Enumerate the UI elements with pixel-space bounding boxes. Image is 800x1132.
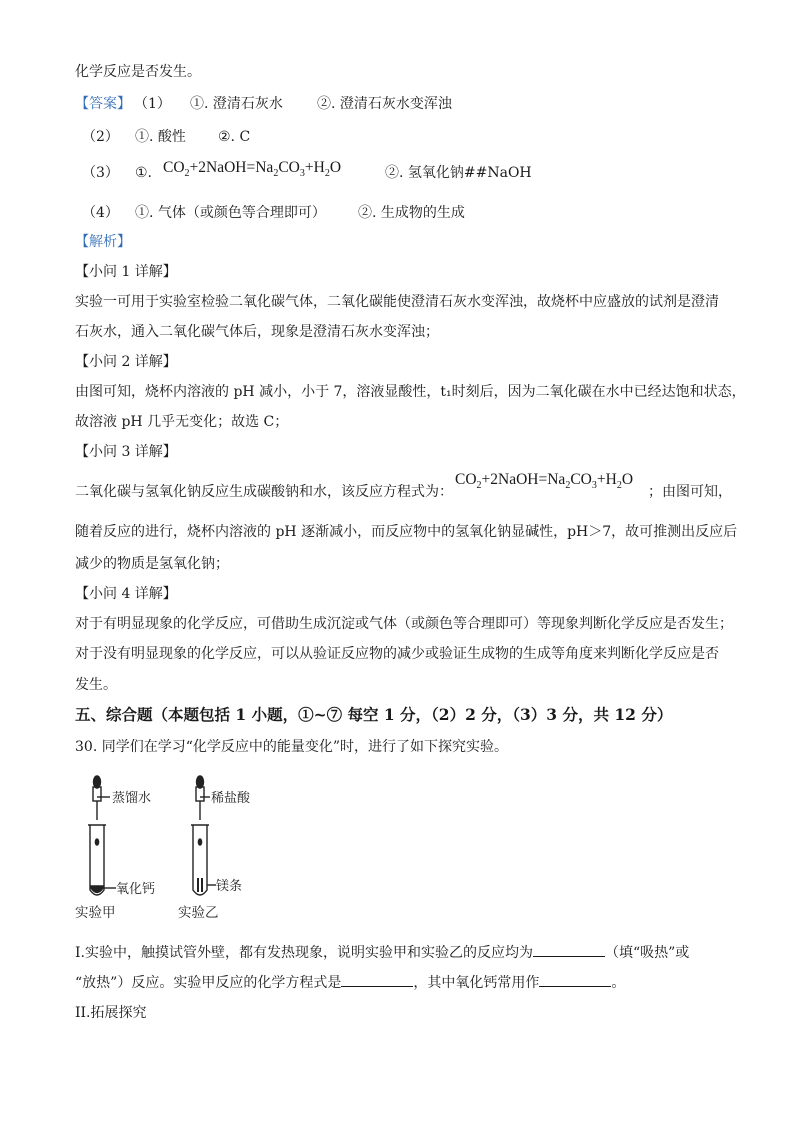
sub1-title: 【小问 1 详解】 — [75, 264, 177, 280]
q30-stem: 30. 同学们在学习“化学反应中的能量变化”时，进行了如下探究实验。 — [75, 739, 509, 755]
sub4-line3: 发生。 — [75, 677, 117, 693]
answer-q1-a: ①. 澄清石灰水 — [190, 96, 283, 112]
intro-line: 化学反应是否发生。 — [75, 64, 201, 80]
sub2-title: 【小问 2 详解】 — [75, 354, 177, 370]
answer-q2-b: ②. C — [218, 129, 251, 145]
sub3-line1-pre: 二氧化碳与氢氧化钠反应生成碳酸钠和水，该反应方程式为： — [75, 484, 453, 500]
answer-q2-number: （2） — [82, 129, 119, 145]
answer-q1-b: ②. 澄清石灰水变浑浊 — [317, 96, 452, 112]
exp1-dropper-icon — [93, 776, 110, 820]
exp1-test-tube-icon — [88, 825, 116, 895]
sub4-line1: 对于有明显现象的化学反应，可借助生成沉淀或气体（或颜色等合理即可）等现象判断化学反应是否发生； — [75, 616, 733, 632]
sub4-line2: 对于没有明显现象的化学反应，可以从验证反应物的减少或验证生成物的生成等角度来判断化学反应是否 — [75, 646, 719, 662]
answer-label: 【答案】 — [75, 96, 131, 112]
exp2-solid-label: 镁条 — [216, 879, 243, 894]
answer-q2-a: ①. 酸性 — [135, 129, 186, 145]
part2-title: II.拓展探究 — [75, 1005, 147, 1021]
blank-2[interactable] — [341, 972, 413, 987]
answer-q3-a-prefix: ①. — [135, 165, 153, 181]
analysis-label: 【解析】 — [75, 234, 131, 250]
sub3-title: 【小问 3 详解】 — [75, 444, 177, 460]
exp1-reagent-label: 蒸馏水 — [112, 791, 152, 806]
sub3-equation: $CO_2+2NaOH=Na_2CO_3+H_2O$ — [455, 471, 634, 492]
answer-q4-number: （4） — [82, 205, 119, 221]
exp2-dropper-icon — [196, 776, 210, 820]
answer-q4-a: ①. 气体（或颜色等合理即可） — [135, 205, 326, 221]
experiment-figure — [70, 770, 270, 930]
exp2-test-tube-icon — [191, 825, 216, 895]
part1-line2: “放热”）反应。实验甲反应的化学方程式是 ，其中氧化钙常用作 。 — [75, 972, 625, 993]
exp2-reagent-label: 稀盐酸 — [211, 791, 251, 806]
blank-3[interactable] — [539, 972, 611, 987]
exp1-label: 实验甲 — [75, 905, 116, 921]
sub1-line1: 实验一可用于实验室检验二氧化碳气体，二氧化碳能使澄清石灰水变浑浊，故烧杯中应盛放的试剂是澄清 — [75, 294, 719, 310]
sub3-line2: 随着反应的进行，烧杯内溶液的 pH 逐渐减小，而反应物中的氢氧化钠显碱性，pH＞7，故可推测出反应后 — [75, 524, 738, 540]
answer-q1-number: （1） — [134, 96, 171, 112]
sub3-line3: 减少的物质是氢氧化钠； — [75, 556, 229, 572]
exp1-solid-label: 氧化钙 — [116, 882, 156, 897]
exp2-label: 实验乙 — [178, 905, 219, 921]
sub2-line1: 由图可知，烧杯内溶液的 pH 减小，小于 7，溶液显酸性，t₁时刻后，因为二氧化碳在水中已经达饱和状态， — [75, 384, 746, 400]
sub2-line2: 故溶液 pH 几乎无变化；故选 C； — [75, 414, 289, 430]
answer-q3-number: （3） — [82, 165, 119, 181]
answer-q4-b: ②. 生成物的生成 — [358, 205, 465, 221]
blank-1[interactable] — [533, 942, 605, 957]
sub3-line1-post: ；由图可知， — [648, 484, 732, 500]
sub1-line2: 石灰水，通入二氧化碳气体后，现象是澄清石灰水变浑浊； — [75, 324, 439, 340]
part1-line1: Ⅰ.实验中，触摸试管外壁，都有发热现象，说明实验甲和实验乙的反应均为 （填“吸热”或 — [75, 942, 689, 963]
answer-q3-equation: $CO_2+2NaOH=Na_2CO_3+H_2O$ — [163, 159, 342, 180]
section5-title: 五、综合题（本题包括 1 小题，①~⑦ 每空 1 分，（2）2 分，（3）3 分，共 12 分） — [75, 705, 673, 724]
answer-q3-b: ②. 氢氧化钠##NaOH — [385, 165, 532, 181]
sub4-title: 【小问 4 详解】 — [75, 586, 177, 602]
